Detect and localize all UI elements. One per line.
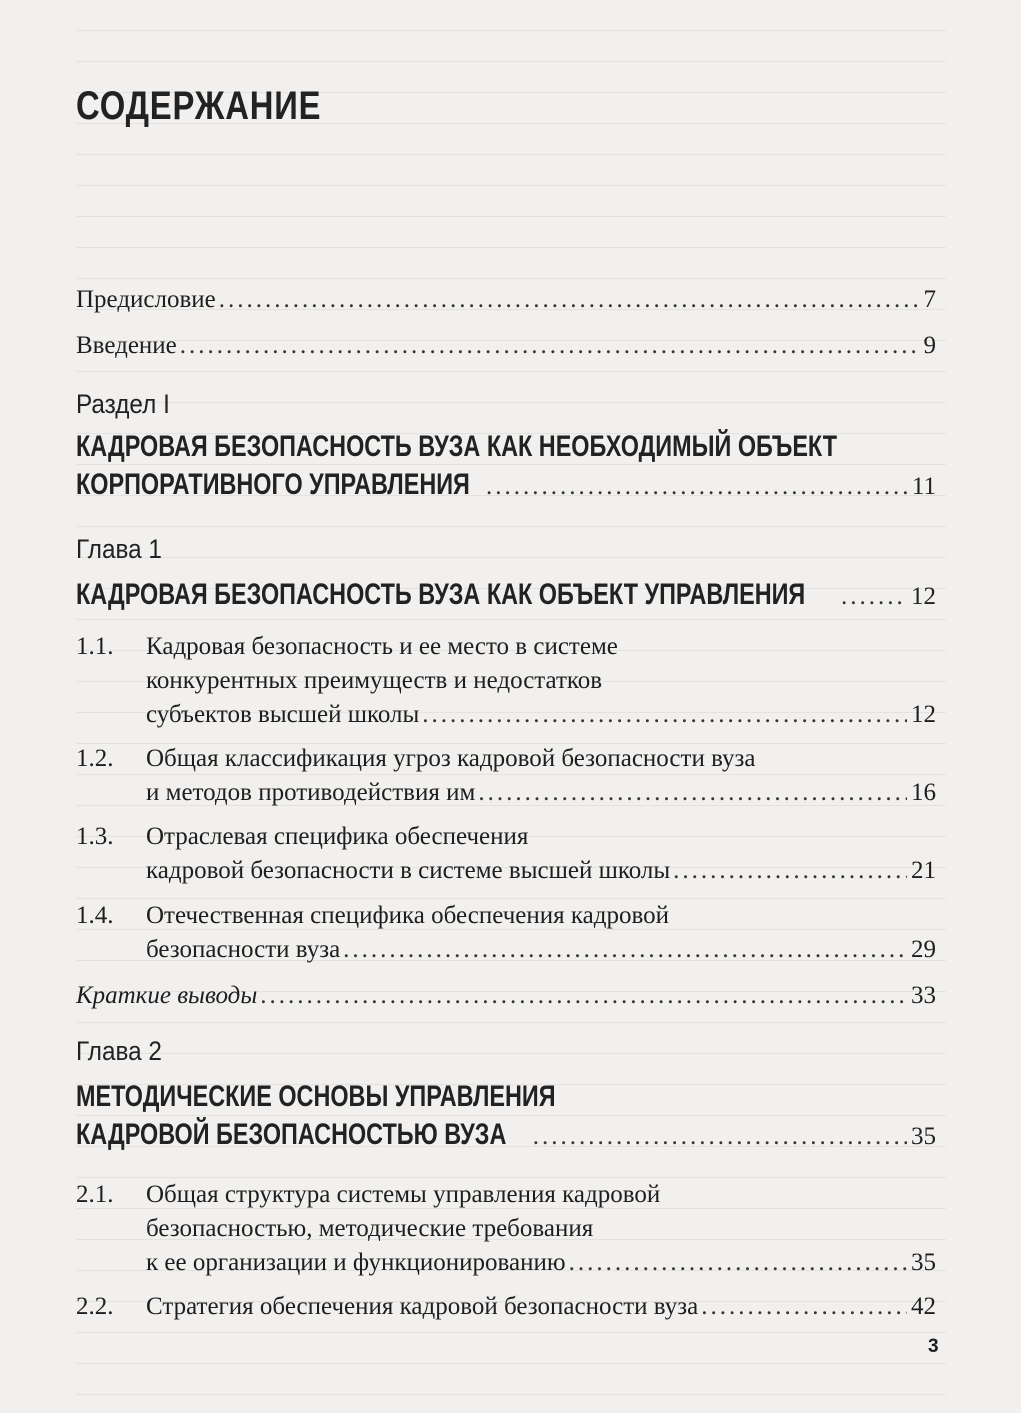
part-label: Раздел I: [76, 389, 170, 419]
section-title-line: безопасности вуза: [146, 936, 341, 963]
entry-label: Предисловие: [76, 286, 216, 313]
toc-entry-introduction[interactable]: [76, 329, 936, 363]
entry-label: Введение: [76, 332, 177, 359]
toc-entry-preface[interactable]: [76, 283, 936, 317]
dot-leader: [478, 776, 907, 810]
chapter-title-line: МЕТОДИЧЕСКИЕ ОСНОВЫ УПРАВЛЕНИЯ: [76, 1080, 556, 1113]
section-title-line: Отраслевая специфика обеспечения: [146, 823, 529, 850]
section-number: 2.2.: [76, 1293, 114, 1320]
dot-leader: [260, 979, 907, 1013]
toc-entry-section-2-2[interactable]: [76, 1290, 936, 1324]
toc-entry-chapter-1[interactable]: [76, 576, 936, 616]
part-title-line: КАДРОВАЯ БЕЗОПАСНОСТЬ ВУЗА КАК НЕОБХОДИМЫЙ ОБЪЕКТ: [76, 430, 838, 463]
entry-page: 12: [911, 701, 936, 728]
dot-leader: [533, 1118, 907, 1156]
part-title-line: КОРПОРАТИВНОГО УПРАВЛЕНИЯ: [76, 468, 470, 501]
dot-leader: [701, 1290, 907, 1324]
section-title-line: кадровой безопасности в системе высшей школы: [146, 857, 671, 884]
section-number: 1.2.: [76, 745, 114, 772]
chapter-title-line: КАДРОВАЯ БЕЗОПАСНОСТЬ ВУЗА КАК ОБЪЕКТ УПРАВЛЕНИЯ: [76, 578, 806, 611]
entry-label: Краткие выводы: [76, 982, 258, 1009]
toc-entry-section-1-3[interactable]: [76, 820, 936, 888]
section-title-line: конкурентных преимуществ и недостатков: [146, 667, 603, 694]
entry-page: 9: [923, 332, 936, 359]
section-title-line: субъектов высшей школы: [146, 701, 420, 728]
entry-page: 16: [911, 779, 936, 806]
dot-leader: [180, 329, 920, 363]
toc-entry-section-1-2[interactable]: [76, 742, 936, 810]
dot-leader: [673, 854, 907, 888]
page-title: СОДЕРЖАНИЕ: [76, 84, 322, 128]
section-title-line: и методов противодействия им: [146, 779, 476, 806]
section-title-line: Кадровая безопасность и ее место в системе: [146, 633, 618, 660]
section-title-line: безопасностью, методические требования: [146, 1215, 594, 1242]
section-title-line: Отечественная специфика обеспечения кадровой: [146, 902, 669, 929]
chapter-label: Глава 2: [76, 1036, 162, 1066]
entry-page: 11: [911, 473, 936, 500]
entry-page: 29: [911, 936, 936, 963]
dot-leader: [486, 468, 908, 506]
entry-page: 42: [911, 1293, 936, 1320]
section-number: 2.1.: [76, 1181, 114, 1208]
dot-leader: [422, 698, 907, 732]
dot-leader: [841, 578, 907, 616]
entry-page: 7: [923, 286, 936, 313]
section-number: 1.1.: [76, 633, 114, 660]
entry-page: 21: [911, 857, 936, 884]
entry-page: 35: [911, 1123, 936, 1150]
section-number: 1.3.: [76, 823, 114, 850]
toc-entry-chapter-2[interactable]: [76, 1078, 936, 1156]
dot-leader: [569, 1246, 907, 1280]
entry-page: 35: [911, 1249, 936, 1276]
toc-entry-section-1-1[interactable]: [76, 630, 936, 732]
page-number: 3: [928, 1336, 939, 1357]
chapter-label: Глава 1: [76, 534, 162, 564]
section-number: 1.4.: [76, 902, 114, 929]
section-title-line: Общая структура системы управления кадровой: [146, 1181, 661, 1208]
chapter-title-line: КАДРОВОЙ БЕЗОПАСНОСТЬЮ ВУЗА: [76, 1118, 507, 1151]
entry-page: 12: [911, 583, 936, 610]
section-title-line: Стратегия обеспечения кадровой безопасности вуза: [146, 1293, 699, 1320]
section-title-line: к ее организации и функционированию: [146, 1249, 566, 1276]
toc-entry-summary[interactable]: [76, 979, 936, 1013]
section-title-line: Общая классификация угроз кадровой безопасности вуза: [146, 745, 756, 772]
dot-leader: [343, 933, 907, 967]
toc-entry-section-1-4[interactable]: [76, 899, 936, 967]
dot-leader: [219, 283, 920, 317]
entry-page: 33: [911, 982, 936, 1009]
toc-entry-section-2-1[interactable]: [76, 1178, 936, 1280]
toc-entry-part-1[interactable]: [76, 428, 936, 506]
